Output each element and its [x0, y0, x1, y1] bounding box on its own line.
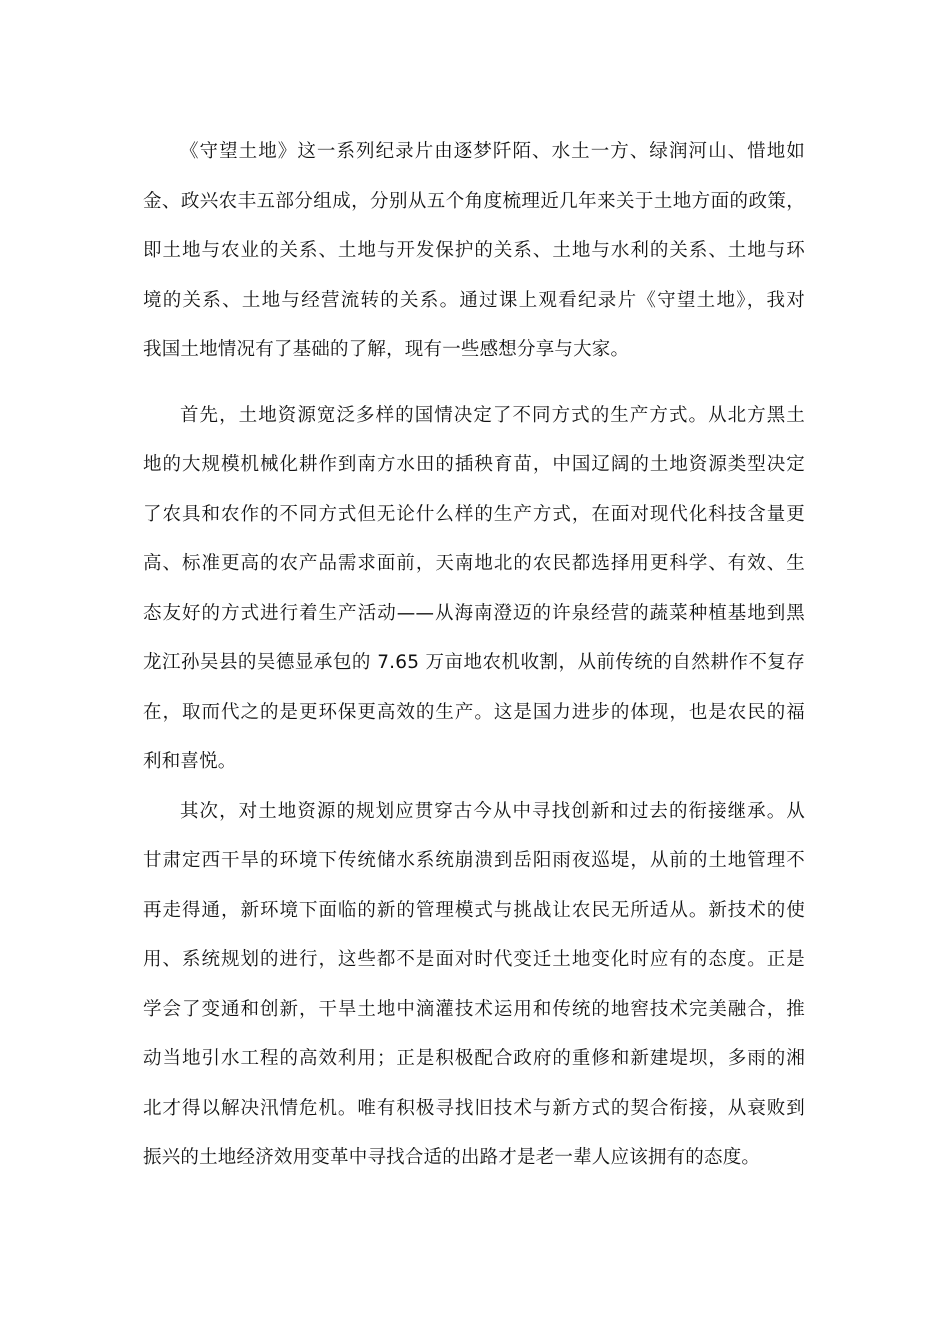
text-line: 龙江孙吴县的吴德显承包的 7.65 万亩地农机收割，从前传统的自然耕作不复存 [143, 652, 805, 673]
document-body [143, 127, 805, 1183]
text-line: 即土地与农业的关系、土地与开发保护的关系、土地与水利的关系、土地与环 [143, 240, 805, 261]
text-line: 北才得以解决汛情危机。唯有积极寻找旧技术与新方式的契合衔接，从衰败到 [143, 1097, 805, 1119]
text-line: 在，取而代之的是更环保更高效的生产。这是国力进步的体现，也是农民的福 [143, 701, 805, 723]
text-line: 甘肃定西干旱的环境下传统储水系统崩溃到岳阳雨夜巡堤，从前的土地管理不 [143, 850, 805, 871]
text-line: 态友好的方式进行着生产活动——从海南澄迈的许泉经营的蔬菜种植基地到黑 [143, 602, 805, 624]
text-line: 《守望土地》这一系列纪录片由逐梦阡陌、水土一方、绿润河山、惜地如 [180, 141, 805, 162]
text-line: 振兴的土地经济效用变革中寻找合适的出路才是老一辈人应该拥有的态度。 [143, 1147, 761, 1168]
text-line: 动当地引水工程的高效利用；正是积极配合政府的重修和新建堤坝，多雨的湘 [143, 1048, 805, 1069]
text-line: 利和喜悦。 [143, 751, 237, 772]
paragraph-spacer [143, 375, 805, 391]
text-line: 了农具和农作的不同方式但无论什么样的生产方式，在面对现代化科技含量更 [143, 503, 805, 525]
text-line: 首先，土地资源宽泛多样的国情决定了不同方式的生产方式。从北方黑土 [180, 404, 805, 426]
text-line: 我国土地情况有了基础的了解，现有一些感想分享与大家。 [143, 339, 630, 360]
text-line: 用、系统规划的进行，这些都不是面对时代变迁土地变化时应有的态度。正是 [143, 949, 805, 970]
text-line: 高、标准更高的农产品需求面前，天南地北的农民都选择用更科学、有效、生 [143, 553, 805, 574]
text-line: 境的关系、土地与经营流转的关系。通过课上观看纪录片《守望土地》，我对 [143, 289, 805, 311]
paragraph-intro [143, 127, 805, 375]
text-line: 其次，对土地资源的规划应贯穿古今从中寻找创新和过去的衔接继承。从 [180, 800, 805, 822]
text-line: 地的大规模机械化耕作到南方水田的插秧育苗，中国辽阔的土地资源类型决定 [143, 454, 805, 475]
text-line: 学会了变通和创新，干旱土地中滴灌技术运用和传统的地窖技术完美融合，推 [143, 998, 805, 1020]
text-line: 再走得通，新环境下面临的新的管理模式与挑战让农民无所适从。新技术的使 [143, 899, 805, 921]
paragraph-second-point [143, 787, 805, 1183]
text-line: 金、政兴农丰五部分组成，分别从五个角度梳理近几年来关于土地方面的政策， [143, 190, 805, 212]
paragraph-first-point [143, 391, 805, 787]
